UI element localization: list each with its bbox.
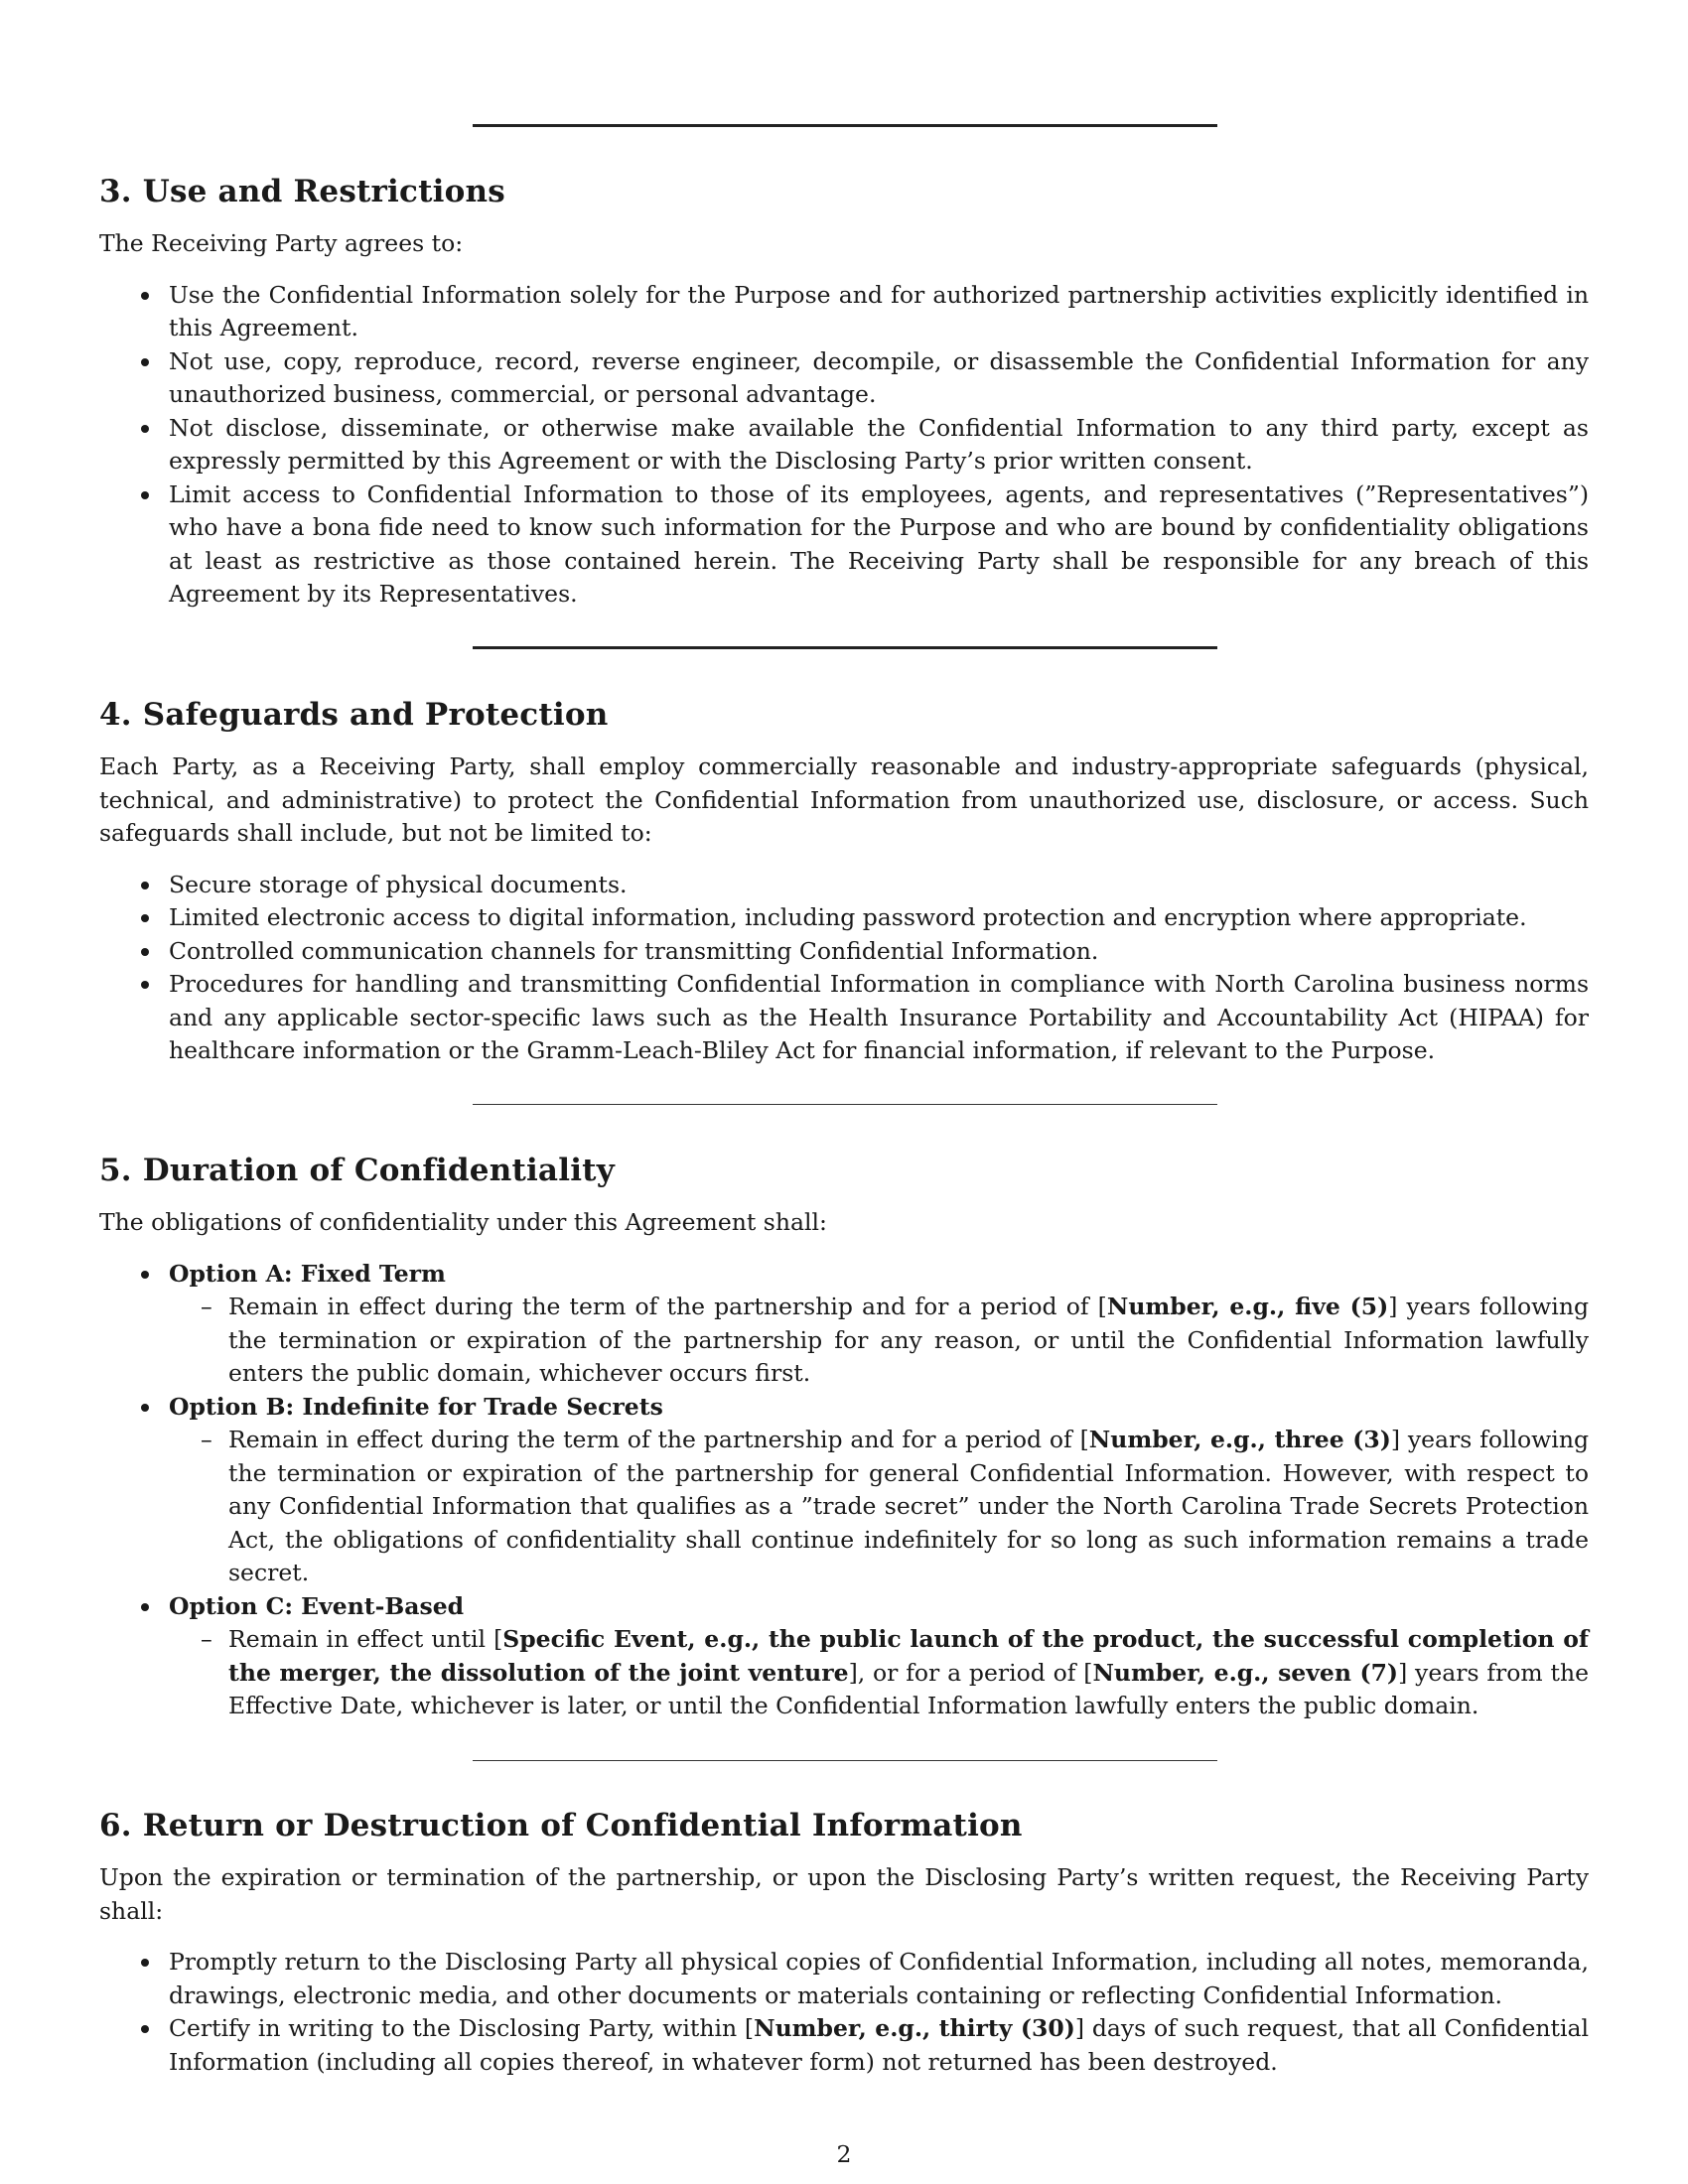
list-item-text: Limited electronic access to digital information, including password protection and encryption where appropriate.	[169, 903, 1527, 931]
section-intro: Upon the expiration or termination of the partnership, or upon the Disclosing Party’s written request, the Receiving Party shall:	[99, 1863, 1589, 1925]
horizontal-rule	[473, 1104, 1217, 1105]
dash-icon: –	[201, 1293, 212, 1320]
bullet-icon	[141, 491, 149, 499]
list-item	[99, 345, 1589, 412]
bullet-icon	[141, 948, 149, 956]
list-item-text: Use the Confidential Information solely for the Purpose and for authorized partnership activities explicitly identified in this Agreement.	[169, 280, 1589, 341]
list-item-text: Promptly return to the Disclosing Party all physical copies of Confidential Information, including all notes, memoranda, drawings, electronic media, and other documents or materials containing or reflecting Confidential Information.	[169, 1948, 1589, 2009]
list-item-text: Controlled communication channels for transmitting Confidential Information.	[169, 936, 1099, 965]
placeholder-term: Number, e.g., seven (7)	[1092, 1658, 1399, 1687]
dash-icon: –	[201, 1625, 212, 1653]
bullet-icon	[141, 1603, 149, 1611]
bullet-icon	[141, 882, 149, 889]
bullet-icon	[141, 914, 149, 922]
list-item	[99, 412, 1589, 478]
sub-list	[169, 1291, 1589, 1391]
bullet-icon	[141, 1959, 149, 1967]
placeholder-term: Number, e.g., three (3)	[1088, 1426, 1391, 1453]
bullet-list	[99, 1258, 1589, 1723]
bullet-list	[99, 1946, 1589, 2079]
section-safeguards-and-protection	[99, 696, 1589, 1068]
section-return-or-destruction	[99, 1807, 1589, 2079]
list-item-text: Secure storage of physical documents.	[169, 870, 628, 898]
section-heading: 3. Use and Restrictions	[99, 174, 505, 209]
text-run: Remain in effect until [	[228, 1625, 503, 1653]
sub-list-item	[169, 1291, 1589, 1391]
option-label: Option B: Indefinite for Trade Secrets	[169, 1392, 663, 1421]
text-run: Remain in effect during the term of the partnership and for a period of [	[228, 1293, 1107, 1320]
list-item	[99, 478, 1589, 612]
section-intro: Each Party, as a Receiving Party, shall employ commercially reasonable and industry-appropriate safeguards (physical, technical, and administrative) to protect the Confidential Information from unauthorized use, disclosure, or access. Such safeguards shall include, but not be limited to:	[99, 752, 1589, 847]
placeholder-term: Specific Event, e.g., the public launch of the product, the successful completion of the merger, the dissolution of the joint venture	[228, 1625, 1589, 1687]
bullet-icon	[141, 1271, 149, 1279]
list-item-text: Not use, copy, reproduce, record, reverse engineer, decompile, or disassemble the Confidential Information for any unauthorized business, commercial, or personal advantage.	[169, 346, 1589, 408]
list-item-text: Procedures for handling and transmitting Confidential Information in compliance with North Carolina business norms and any applicable sector-specific laws such as the Health Insurance Portability and Accountability Act (HIPAA) for healthcare information or the Gramm-Leach-Bliley Act for financial information, if relevant to the Purpose.	[169, 970, 1589, 1064]
list-item	[99, 869, 1589, 902]
option-c	[99, 1590, 1589, 1723]
horizontal-rule	[473, 1760, 1217, 1761]
page-number: 2	[836, 2140, 852, 2168]
section-intro: The Receiving Party agrees to:	[99, 229, 464, 257]
section-intro: The obligations of confidentiality under this Agreement shall:	[99, 1208, 827, 1236]
bullet-icon	[141, 1404, 149, 1412]
text-run: ] years following the termination or expiration of the partnership for general Confidential Information. However, with respect to any Confidential Information that qualifies as a ”trade secret” under the North Carolina Trade Secrets Protection Act, the obligations of confidentiality shall continue indefinitely for so long as such information remains a trade secret.	[228, 1426, 1589, 1586]
text-run: ], or for a period of [	[848, 1658, 1093, 1687]
option-b	[99, 1391, 1589, 1590]
dash-icon: –	[201, 1426, 212, 1453]
section-heading: 5. Duration of Confidentiality	[99, 1153, 615, 1188]
text-run: ] days of such request, that all Confidential Information (including all copies thereof, in whatever form) not returned has been destroyed.	[169, 2014, 1589, 2076]
sub-list-item	[169, 1623, 1589, 1723]
list-item	[99, 279, 1589, 345]
list-item-text: Limit access to Confidential Information to those of its employees, agents, and representatives (”Representatives”) who have a bona fide need to know such information for the Purpose and who are bound by confidentiality obligations at least as restrictive as those contained herein. The Receiving Party shall be responsible for any breach of this Agreement by its Representatives.	[169, 479, 1589, 608]
bullet-icon	[141, 981, 149, 989]
bullet-icon	[141, 358, 149, 366]
list-item	[99, 1946, 1589, 2012]
list-item-text: Not disclose, disseminate, or otherwise make available the Confidential Information to any third party, except as expressly permitted by this Agreement or with the Disclosing Party’s prior written consent.	[169, 413, 1589, 475]
text-run: ] years from the Effective Date, whichever is later, or until the Confidential Information lawfully enters the public domain.	[228, 1658, 1589, 1719]
placeholder-term: Number, e.g., thirty (30)	[754, 2014, 1075, 2042]
option-label: Option A: Fixed Term	[169, 1259, 446, 1288]
bullet-icon	[141, 2025, 149, 2033]
sub-list	[169, 1623, 1589, 1723]
text-run: Remain in effect during the term of the partnership and for a period of [	[228, 1426, 1089, 1453]
section-heading: 6. Return or Destruction of Confidential Information	[99, 1808, 1023, 1843]
document-page	[99, 0, 1589, 2184]
bullet-icon	[141, 292, 149, 300]
sub-list-item	[169, 1424, 1589, 1590]
bullet-list	[99, 869, 1589, 1068]
horizontal-rule	[473, 646, 1217, 649]
sub-list	[169, 1424, 1589, 1590]
option-a	[99, 1258, 1589, 1391]
list-item	[99, 2012, 1589, 2079]
list-item	[99, 901, 1589, 935]
bullet-list	[99, 279, 1589, 612]
option-label: Option C: Event-Based	[169, 1591, 465, 1620]
placeholder-term: Number, e.g., five (5)	[1106, 1293, 1389, 1320]
horizontal-rule	[473, 124, 1217, 127]
bullet-icon	[141, 425, 149, 433]
section-heading: 4. Safeguards and Protection	[99, 697, 609, 733]
text-run: Certify in writing to the Disclosing Party, within [	[169, 2014, 755, 2042]
section-duration-of-confidentiality	[99, 1152, 1589, 1723]
list-item	[99, 935, 1589, 969]
list-item	[99, 968, 1589, 1068]
text-run: ] years following the termination or expiration of the partnership for any reason, or until the Confidential Information lawfully enters the public domain, whichever occurs first.	[228, 1293, 1589, 1387]
section-use-and-restrictions	[99, 173, 1589, 612]
